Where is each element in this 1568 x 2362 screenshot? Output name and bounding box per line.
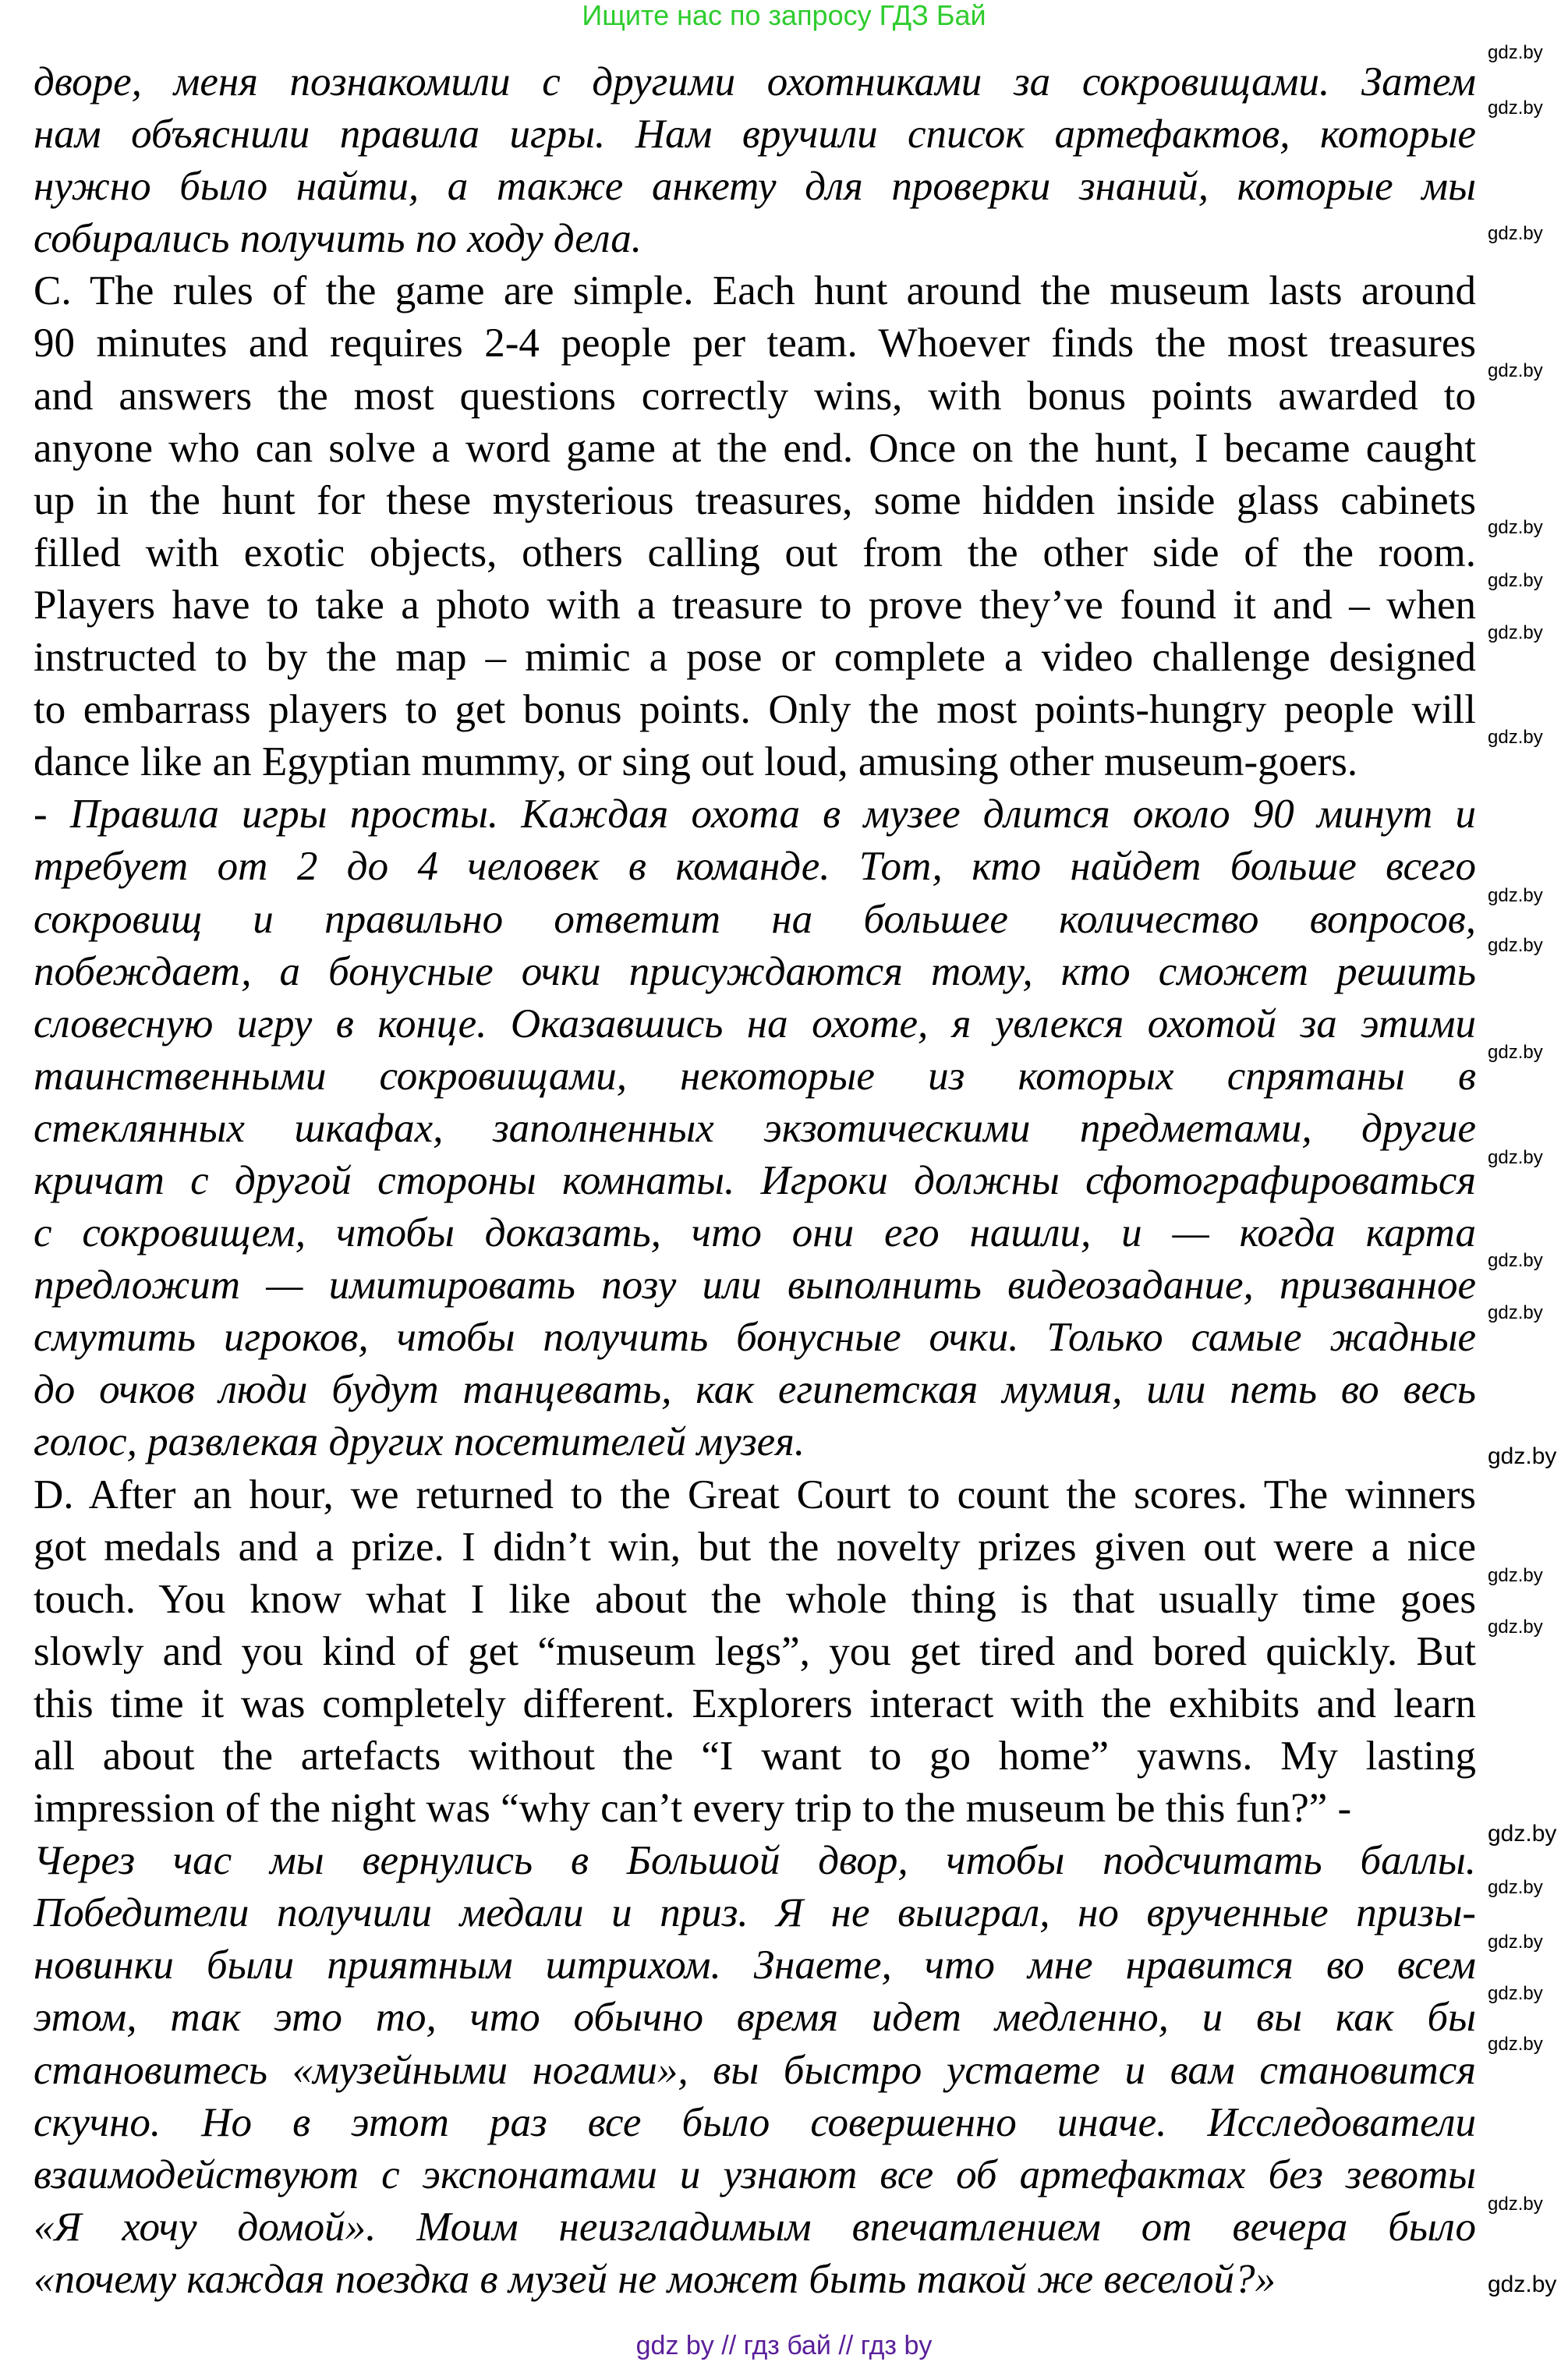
text-line: с сокровищем, чтобы доказать, что они его нашли, и — когда карта [34, 1210, 1476, 1256]
watermark: gdz.by [1488, 1983, 1543, 2004]
text-line: D. After an hour, we returned to the Great Court to count the scores. The winners [34, 1471, 1476, 1517]
watermark: gdz.by [1488, 570, 1543, 591]
text-line: all about the artefacts without the “I want to go home” yawns. My lasting [34, 1733, 1476, 1779]
document-body [34, 56, 1476, 2306]
watermark: gdz.by [1488, 885, 1543, 906]
text-line: this time it was completely different. Explorers interact with the exhibits and learn [34, 1680, 1476, 1726]
watermark: gdz.by [1488, 42, 1543, 63]
text-line: dance like an Egyptian mummy, or sing out loud, amusing other museum-goers. [34, 739, 1358, 785]
text-line: собирались получить по ходу дела. [34, 216, 642, 262]
text-line: таинственными сокровищами, некоторые из которых спрятаны в [34, 1053, 1476, 1099]
text-line: новинки были приятным штрихом. Знаете, что мне нравится во всем [34, 1942, 1476, 1988]
text-line: - Правила игры просты. Каждая охота в музее длится около 90 минут и [34, 791, 1476, 838]
text-line: Победители получили медали и приз. Я не выиграл, но врученные призы- [34, 1890, 1476, 1936]
watermark: gdz.by [1488, 2272, 1557, 2297]
watermark: gdz.by [1488, 727, 1543, 748]
watermark: gdz.by [1488, 1302, 1543, 1323]
text-line: up in the hunt for these mysterious treasures, some hidden inside glass cabinets [34, 477, 1476, 523]
watermark: gdz.by [1488, 1250, 1543, 1271]
watermark: gdz.by [1488, 517, 1543, 538]
text-line: and answers the most questions correctly wins, with bonus points awarded to [34, 373, 1476, 419]
paragraph-ru [34, 1835, 1476, 2306]
watermark: gdz.by [1488, 1565, 1543, 1586]
paragraph-ru [34, 788, 1476, 1468]
watermark: gdz.by [1488, 1042, 1543, 1063]
text-line: до очков люди будут танцевать, как египетская мумия, или петь во весь [34, 1367, 1476, 1413]
text-line: скучно. Но в этот раз все было совершенно иначе. Исследователи [34, 2099, 1476, 2145]
watermark: gdz.by [1488, 360, 1543, 381]
text-line: сокровищ и правильно ответит на большее количество вопросов, [34, 896, 1476, 942]
text-line: «почему каждая поездка в музей не может быть такой же веселой?» [34, 2256, 1276, 2302]
text-line: требует от 2 до 4 человек в команде. Тот, кто найдет больше всего [34, 844, 1476, 890]
watermark: gdz.by [1488, 1932, 1543, 1953]
text-line: 90 minutes and requires 2-4 people per team. Whoever finds the most treasures [34, 320, 1476, 367]
text-line: побеждает, а бонусные очки присуждаются тому, кто сможет решить [34, 948, 1476, 994]
text-line: голос, развлекая других посетителей музея. [34, 1419, 805, 1465]
watermark: gdz.by [1488, 2034, 1543, 2055]
watermark: gdz.by [1488, 1147, 1543, 1168]
text-line: кричат с другой стороны комнаты. Игроки должны сфотографироваться [34, 1157, 1476, 1203]
paragraph-en [34, 1469, 1476, 1836]
watermark: gdz.by [1488, 223, 1543, 244]
watermark: gdz.by [1488, 1617, 1543, 1638]
text-line: становитесь «музейными ногами», вы быстро устаете и вам становится [34, 2047, 1476, 2093]
watermark: gdz.by [1488, 935, 1543, 956]
text-line: словесную игру в конце. Оказавшись на охоте, я увлекся охотой за этими [34, 1000, 1476, 1046]
text-line: дворе, меня познакомили с другими охотниками за сокровищами. Затем [34, 59, 1476, 104]
search-hint-banner: Ищите нас по запросу ГДЗ Бай [582, 0, 986, 31]
text-line: нужно было найти, а также анкету для проверки знаний, которые мы [34, 164, 1476, 210]
watermark: gdz.by [1488, 1821, 1557, 1847]
footer-links[interactable]: gdz by // гдз бай // гдз by [635, 2331, 933, 2360]
text-line: взаимодействуют с экспонатами и узнают все об артефактах без зевоты [34, 2151, 1476, 2197]
watermark: gdz.by [1488, 1443, 1557, 1469]
watermark: gdz.by [1488, 2194, 1543, 2215]
text-line: touch. You know what I like about the whole thing is that usually time goes [34, 1576, 1476, 1622]
text-line: anyone who can solve a word game at the end. Once on the hunt, I became caught [34, 425, 1476, 471]
text-line: instructed to by the map – mimic a pose or complete a video challenge designed [34, 635, 1476, 681]
text-line: Players have to take a photo with a treasure to prove they’ve found it and – when [34, 582, 1476, 628]
text-line: смутить игроков, чтобы получить бонусные очки. Только самые жадные [34, 1315, 1476, 1361]
paragraph-en [34, 265, 1476, 788]
text-line: C. The rules of the game are simple. Each hunt around the museum lasts around [34, 268, 1476, 314]
text-line: нам объяснили правила игры. Нам вручили список артефактов, которые [34, 112, 1476, 158]
watermark: gdz.by [1488, 97, 1543, 119]
text-line: этом, так это то, что обычно время идет медленно, и вы как бы [34, 1995, 1476, 2041]
text-line: got medals and a prize. I didn’t win, but the novelty prizes given out were a nice [34, 1524, 1476, 1570]
text-line: стеклянных шкафах, заполненных экзотическими предметами, другие [34, 1105, 1476, 1151]
paragraph-ru [34, 56, 1476, 265]
watermark: gdz.by [1488, 622, 1543, 643]
text-line: «Я хочу домой». Моим неизгладимым впечатлением от вечера было [34, 2204, 1476, 2250]
text-line: Через час мы вернулись в Большой двор, чтобы подсчитать баллы. [34, 1838, 1476, 1884]
text-line: предложит — имитировать позу или выполнить видеозадание, призванное [34, 1262, 1476, 1308]
watermark: gdz.by [1488, 1877, 1543, 1898]
text-line: impression of the night was “why can’t every trip to the museum be this fun?” - [34, 1786, 1352, 1832]
text-line: filled with exotic objects, others calling out from the other side of the room. [34, 529, 1476, 575]
text-line: slowly and you kind of get “museum legs”, you get tired and bored quickly. But [34, 1628, 1476, 1674]
text-line: to embarrass players to get bonus points. Only the most points-hungry people will [34, 687, 1476, 733]
